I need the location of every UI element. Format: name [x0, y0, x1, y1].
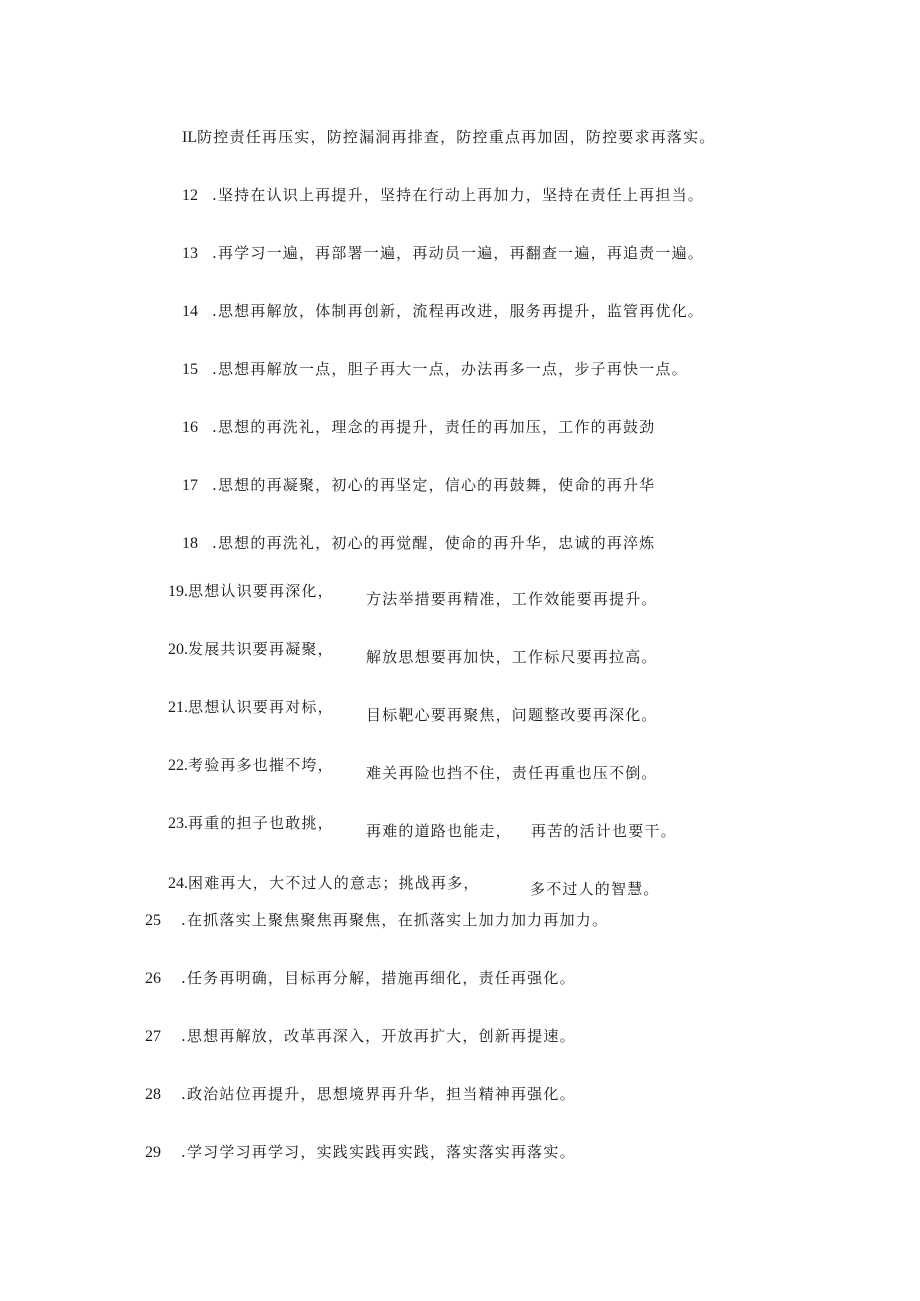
list-item — [182, 359, 688, 380]
item-text: .坚持在认识上再提升，坚持在行动上再加力，坚持在责任上再担当。 — [212, 186, 704, 204]
item-number: 25 — [145, 912, 161, 929]
item-text: .思想的再洗礼，理念的再提升，责任的再加压，工作的再鼓劲 — [212, 418, 656, 436]
item-number: 24. — [168, 875, 188, 892]
list-item — [168, 813, 334, 834]
list-item — [182, 243, 704, 264]
item-number: 19. — [168, 583, 188, 600]
item-text: 困难再大，大不过人的意志；挑战再多， — [188, 874, 480, 892]
item-text-continued: 多不过人的智慧。 — [530, 880, 660, 898]
item-text-continued: 难关再险也挡不住，责任再重也压不倒。 — [366, 764, 658, 782]
item-text-continued: 目标靶心要再聚焦，问题整改要再深化。 — [366, 706, 658, 724]
item-number: 12 — [182, 187, 198, 204]
item-number: 28 — [145, 1086, 161, 1103]
list-item — [168, 755, 334, 776]
list-item — [182, 301, 704, 322]
item-text: 考验再多也摧不垮， — [188, 756, 334, 774]
item-text: .思想再解放，改革再深入，开放再扩大，创新再提速。 — [181, 1027, 576, 1045]
item-text: 发展共识要再凝聚， — [188, 640, 334, 658]
item-text-continued: 再苦的活计也要干。 — [531, 822, 677, 840]
list-item — [145, 910, 608, 931]
item-number: 16 — [182, 419, 198, 436]
list-item — [182, 475, 655, 496]
item-number: 21. — [168, 699, 188, 716]
list-item — [145, 968, 576, 989]
list-item — [145, 1026, 576, 1047]
item-number: 14 — [182, 303, 198, 320]
list-item — [168, 639, 334, 660]
item-text: .再学习一遍，再部署一遍，再动员一遍，再翻查一遍，再追责一遍。 — [212, 244, 704, 262]
item-number: 13 — [182, 245, 198, 262]
list-item — [168, 697, 334, 718]
item-number: 17 — [182, 477, 198, 494]
item-text: .任务再明确，目标再分解，措施再细化，责任再强化。 — [181, 969, 576, 987]
item-number: 27 — [145, 1028, 161, 1045]
item-text: .思想的再洗礼，初心的再觉醒，使命的再升华，忠诚的再淬炼 — [212, 534, 656, 552]
list-item — [182, 417, 655, 438]
item-number: 20. — [168, 641, 188, 658]
item-number: IL — [182, 129, 198, 146]
item-text: .思想再解放，体制再创新，流程再改进，服务再提升，监管再优化。 — [212, 302, 704, 320]
item-text: .学习学习再学习，实践实践再实践，落实落实再落实。 — [181, 1143, 576, 1161]
item-text-continued: 方法举措要再精准，工作效能要再提升。 — [366, 590, 658, 608]
list-item — [168, 581, 334, 602]
list-item — [182, 127, 716, 148]
item-text: 防控责任再压实，防控漏洞再排查，防控重点再加固，防控要求再落实。 — [197, 128, 716, 146]
list-item — [145, 1084, 576, 1105]
item-text: .思想的再凝聚，初心的再坚定，信心的再鼓舞，使命的再升华 — [212, 476, 656, 494]
item-number: 22. — [168, 757, 188, 774]
item-text: .思想再解放一点，胆子再大一点，办法再多一点，步子再快一点。 — [212, 360, 688, 378]
item-text-continued: 解放思想要再加快，工作标尺要再拉高。 — [366, 648, 658, 666]
item-text: 思想认识要再深化， — [188, 582, 334, 600]
item-text-continued: 再难的道路也能走， — [366, 822, 512, 840]
item-number: 26 — [145, 970, 161, 987]
list-item — [145, 1142, 576, 1163]
item-text: .在抓落实上聚焦聚焦再聚焦，在抓落实上加力加力再加力。 — [181, 911, 609, 929]
item-text: 思想认识要再对标， — [188, 698, 334, 716]
item-number: 23. — [168, 815, 188, 832]
list-item — [182, 185, 704, 206]
item-number: 15 — [182, 361, 198, 378]
list-item — [182, 533, 655, 554]
item-text: .政治站位再提升，思想境界再升华，担当精神再强化。 — [181, 1085, 576, 1103]
list-item — [168, 873, 480, 894]
item-number: 18 — [182, 535, 198, 552]
item-number: 29 — [145, 1144, 161, 1161]
item-text: 再重的担子也敢挑， — [188, 814, 334, 832]
